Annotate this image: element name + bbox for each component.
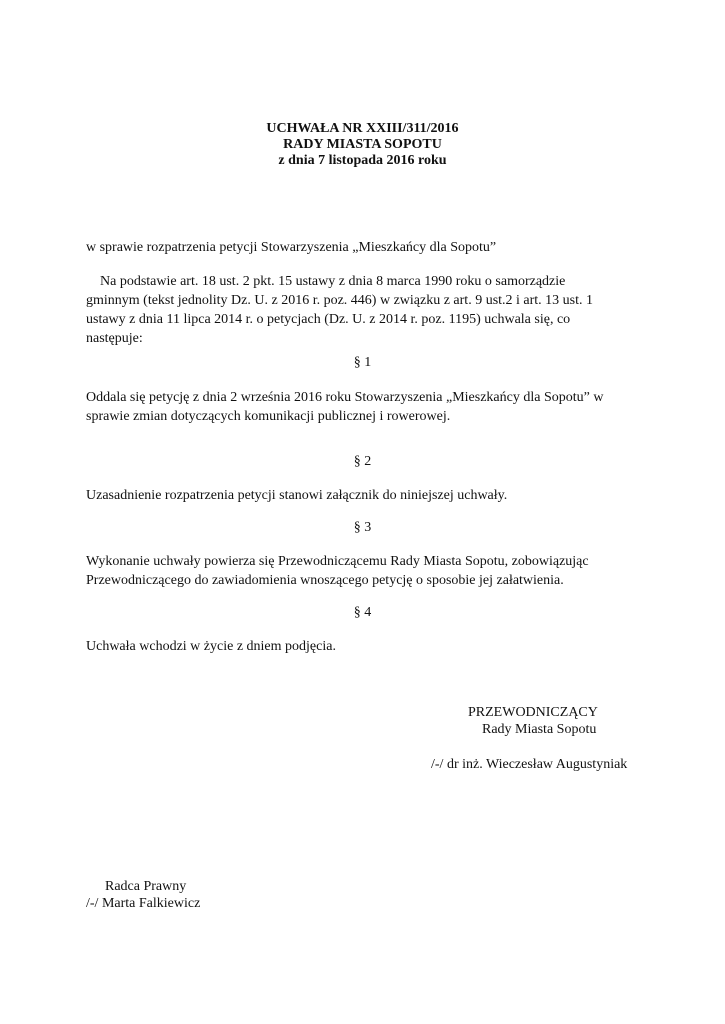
section-line: Przewodniczącego do zawiadomienia wnoszącego petycję o sposobie jej załatwienia. bbox=[86, 573, 564, 588]
section-line: sprawie zmian dotyczących komunikacji publicznej i rowerowej. bbox=[86, 409, 451, 424]
preamble bbox=[86, 272, 646, 348]
council-name: RADY MIASTA SOPOTU bbox=[283, 137, 442, 152]
resolution-subject: w sprawie rozpatrzenia petycji Stowarzyszenia „Mieszkańcy dla Sopotu” bbox=[86, 240, 497, 255]
section-line: Oddala się petycję z dnia 2 września 2016 roku Stowarzyszenia „Mieszkańcy dla Sopotu” w bbox=[86, 390, 604, 405]
resolution-number: UCHWAŁA NR XXIII/311/2016 bbox=[266, 121, 459, 136]
legal-adviser-name: /-/ Marta Falkiewicz bbox=[86, 896, 201, 911]
preamble-line: następuje: bbox=[86, 331, 143, 346]
section-line: Uzasadnienie rozpatrzenia petycji stanowi załącznik do niniejszej uchwały. bbox=[86, 488, 508, 503]
section-4-mark: § 4 bbox=[353, 605, 372, 620]
section-line: Uchwała wchodzi w życie z dniem podjęcia. bbox=[86, 639, 336, 654]
section-1-mark: § 1 bbox=[353, 355, 372, 370]
preamble-line: gminnym (tekst jednolity Dz. U. z 2016 r. poz. 446) w związku z art. 9 ust.2 i art. 13 ust. 1 bbox=[86, 293, 594, 308]
section-4-text bbox=[86, 637, 646, 656]
section-2-text bbox=[86, 486, 646, 505]
preamble-line: ustawy z dnia 11 lipca 2014 r. o petycjach (Dz. U. z 2014 r. poz. 1195) uchwala się, co bbox=[86, 312, 571, 327]
section-1-text bbox=[86, 388, 646, 426]
signature-body: Rady Miasta Sopotu bbox=[482, 722, 597, 737]
signature-title: PRZEWODNICZĄCY bbox=[468, 705, 598, 720]
preamble-line: Na podstawie art. 18 ust. 2 pkt. 15 ustawy z dnia 8 marca 1990 roku o samorządzie bbox=[100, 274, 566, 289]
section-3-mark: § 3 bbox=[353, 520, 372, 535]
section-3-text bbox=[86, 552, 646, 590]
section-2-mark: § 2 bbox=[353, 454, 372, 469]
legal-adviser-title: Radca Prawny bbox=[105, 879, 187, 894]
resolution-date: z dnia 7 listopada 2016 roku bbox=[278, 153, 447, 168]
section-line: Wykonanie uchwały powierza się Przewodniczącemu Rady Miasta Sopotu, zobowiązując bbox=[86, 554, 589, 569]
signature-name: /-/ dr inż. Wieczesław Augustyniak bbox=[431, 757, 628, 772]
